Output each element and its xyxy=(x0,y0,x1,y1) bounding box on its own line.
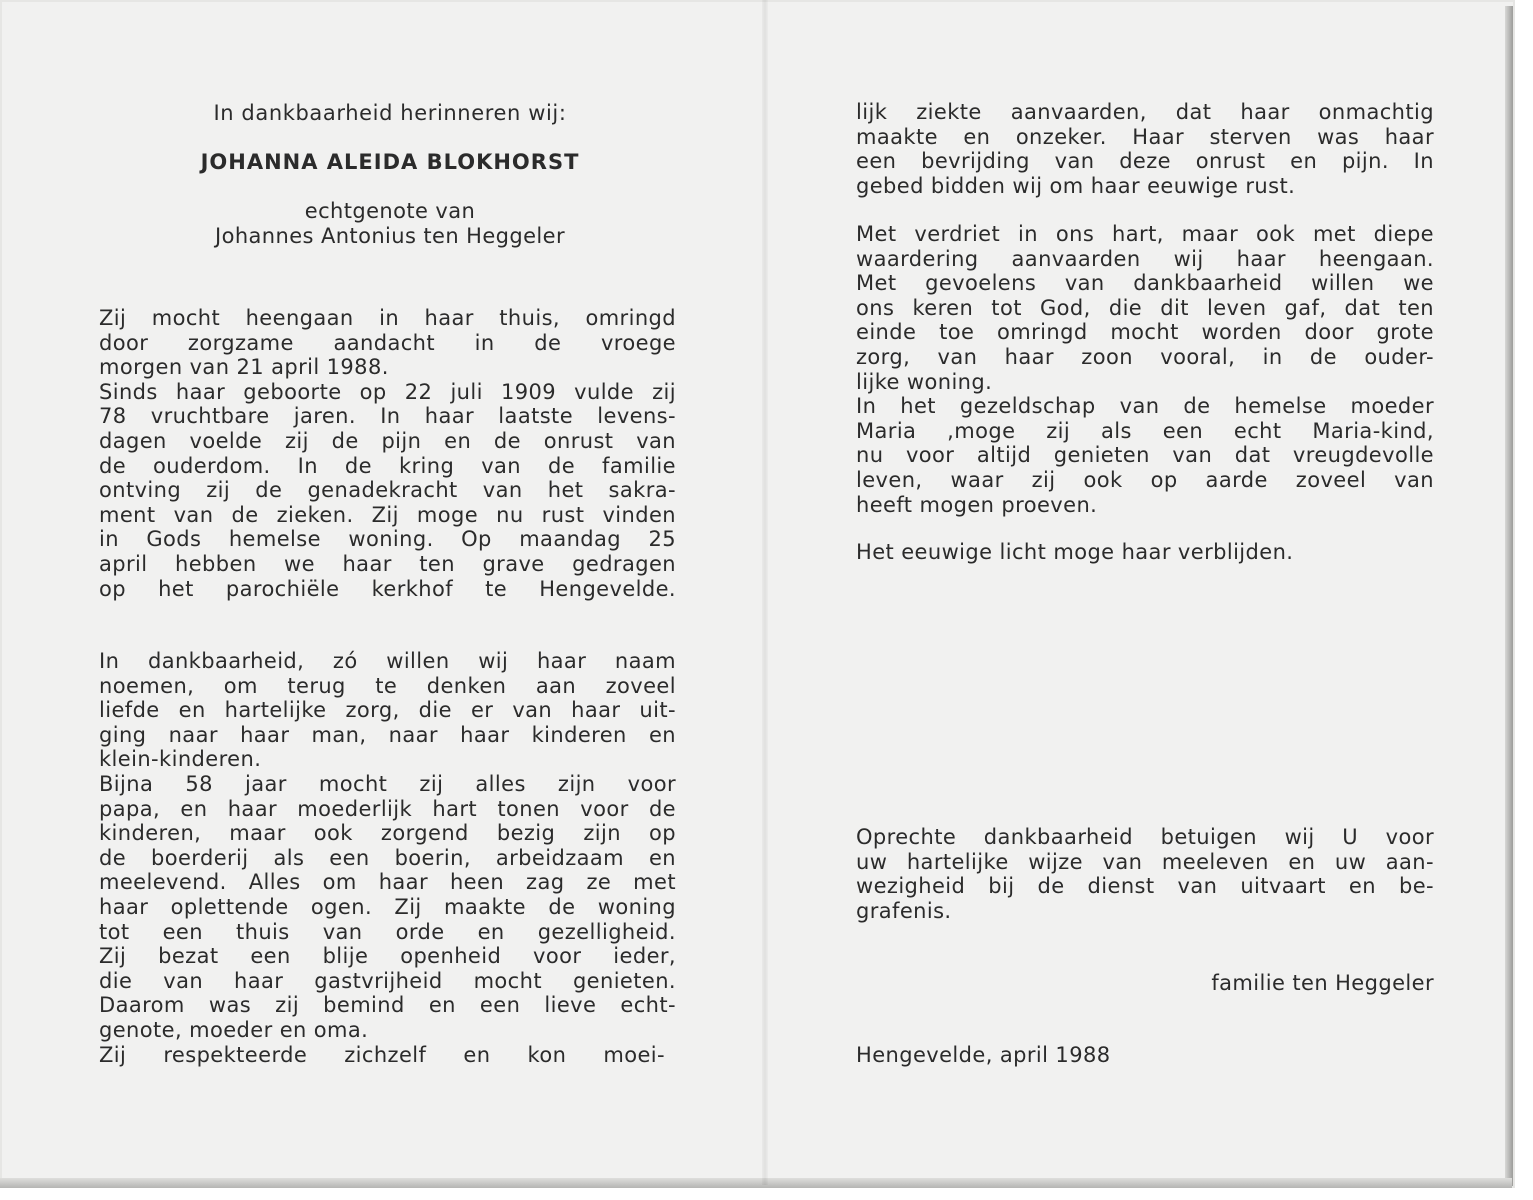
text-line: ment van de zieken. Zij moge nu rust vinden xyxy=(99,502,676,527)
text-line: Sinds haar geboorte op 22 juli 1909 vulde zij xyxy=(99,379,676,404)
right-paragraph-1 xyxy=(856,100,1434,198)
intro-text: In dankbaarheid herinneren wij: xyxy=(213,101,567,125)
text-line: ging naar haar man, naar haar kinderen en xyxy=(99,722,676,747)
text-line: nu voor altijd genieten van dat vreugdevolle xyxy=(856,443,1434,468)
text-line: de ouderdom. In de kring van de familie xyxy=(99,453,676,478)
text-line: in Gods hemelse woning. Op maandag 25 xyxy=(99,527,676,552)
text-line: die van haar gastvrijheid mocht genieten. xyxy=(99,968,676,993)
text-line: op het parochiële kerkhof te Hengevelde. xyxy=(99,576,676,601)
text-line: ons keren tot God, die dit leven gaf, dat ten xyxy=(856,295,1434,320)
left-paragraph-2 xyxy=(99,649,676,1067)
place-date-block xyxy=(856,1043,1434,1068)
place-date: Hengevelde, april 1988 xyxy=(856,1043,1111,1067)
text-line: een bevrijding van deze onrust en pijn. In xyxy=(856,149,1434,174)
deceased-name-block xyxy=(95,150,685,175)
text-line: de boerderij als een boerin, arbeidzaam en xyxy=(99,845,676,870)
spouse-name: Johannes Antonius ten Heggeler xyxy=(214,223,566,248)
text-line: Bijna 58 jaar mocht zij alles zijn voor xyxy=(99,771,676,796)
text-line: meelevend. Alles om haar heen zag ze met xyxy=(99,870,676,895)
text-line: tot een thuis van orde en gezelligheid. xyxy=(99,919,676,944)
text-line: dagen voelde zij de pijn en de onrust van xyxy=(99,428,676,453)
closing-line: Het eeuwige licht moge haar verblijden. xyxy=(856,540,1294,564)
text-line: haar oplettende ogen. Zij maakte de woning xyxy=(99,894,676,919)
card-bottom-edge xyxy=(0,1178,1512,1188)
text-line: Zij bezat een blije openheid voor ieder, xyxy=(99,944,676,969)
text-line: Daarom was zij bemind en een lieve echt- xyxy=(99,993,676,1018)
family-signature: familie ten Heggeler xyxy=(1211,971,1434,995)
spouse-label: echtgenote van xyxy=(304,199,476,223)
text-line: Maria ,moge zij als een echt Maria-kind, xyxy=(856,418,1434,443)
text-line: lijke woning. xyxy=(856,369,993,394)
text-line: wezigheid bij de dienst van uitvaart en be- xyxy=(856,874,1434,899)
text-line: lijk ziekte aanvaarden, dat haar onmachtig xyxy=(856,100,1434,124)
text-line: kinderen, maar ook zorgend bezig zijn op xyxy=(99,821,676,846)
text-line: noemen, om terug te denken aan zoveel xyxy=(99,673,676,698)
text-line: Met gevoelens van dankbaarheid willen we xyxy=(856,271,1434,296)
right-closing-block xyxy=(856,540,1434,565)
text-line: In het gezeldschap van de hemelse moeder xyxy=(856,394,1434,419)
card-right-edge xyxy=(1505,6,1513,1186)
text-line: einde toe omringd mocht worden door grote xyxy=(856,320,1434,345)
text-line: heeft mogen proeven. xyxy=(856,492,1098,517)
right-paragraph-2 xyxy=(856,222,1434,517)
text-line: gebed bidden wij om haar eeuwige rust. xyxy=(856,173,1296,198)
text-line: Met verdriet in ons hart, maar ook met diepe xyxy=(856,222,1434,246)
text-line: morgen van 21 april 1988. xyxy=(99,355,389,380)
center-fold xyxy=(762,0,768,1185)
text-line: genote, moeder en oma. xyxy=(99,1017,369,1042)
text-line: liefde en hartelijke zorg, die er van haar uit- xyxy=(99,698,676,723)
text-line: door zorgzame aandacht in de vroege xyxy=(99,330,676,355)
signature-block xyxy=(856,971,1434,996)
text-line: uw hartelijke wijze van meeleven en uw aan- xyxy=(856,849,1434,874)
text-line: Zij mocht heengaan in haar thuis, omringd xyxy=(99,306,676,330)
text-line: waardering aanvaarden wij haar heengaan. xyxy=(856,246,1434,271)
text-line: leven, waar zij ook op aarde zoveel van xyxy=(856,467,1434,492)
text-line: grafenis. xyxy=(856,898,952,923)
left-paragraph-1 xyxy=(99,306,676,601)
text-line: In dankbaarheid, zó willen wij haar naam xyxy=(99,649,676,673)
text-line: 78 vruchtbare jaren. In haar laatste levens- xyxy=(99,404,676,429)
text-line: papa, en haar moederlijk hart tonen voor de xyxy=(99,796,676,821)
text-line: ontving zij de genadekracht van het sakra- xyxy=(99,478,676,503)
spouse-block xyxy=(95,199,685,248)
thanks-paragraph xyxy=(856,825,1434,923)
text-line: maakte en onzeker. Haar sterven was haar xyxy=(856,124,1434,149)
text-line: klein-kinderen. xyxy=(99,747,262,772)
text-line: Zij respekteerde zichzelf en kon moei- xyxy=(99,1042,665,1067)
text-line: Oprechte dankbaarheid betuigen wij U voor xyxy=(856,825,1434,849)
deceased-name: JOHANNA ALEIDA BLOKHORST xyxy=(200,150,580,174)
left-page-header xyxy=(95,101,685,126)
text-line: zorg, van haar zoon vooral, in de ouder- xyxy=(856,344,1434,369)
text-line: april hebben we haar ten grave gedragen xyxy=(99,551,676,576)
